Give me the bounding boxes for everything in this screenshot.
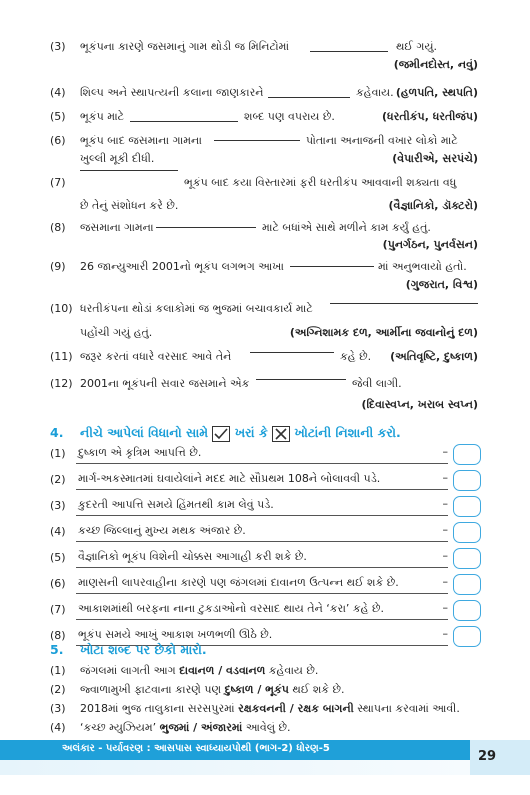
statement-text: માણસની લાપરવાહીના કારણે પણ જંગલમાં દાવાનળ ઉત્પન્ન થઈ શકે છે. [78, 576, 399, 589]
answer-options: (જમીનદોસ્ત, નવું) [393, 58, 478, 71]
check-mark-icon [212, 426, 230, 442]
sentence-text: 2018માં ભુજ તાલુકાના સરસપુરમાં [80, 702, 239, 715]
statement-row [76, 471, 448, 490]
item-text-cont: ખુલ્લી મૂકી દીધી. [80, 152, 155, 165]
answer-blank[interactable] [330, 303, 478, 304]
answer-options: (અતિવૃષ્ટિ, દુષ્કાળ) [390, 350, 478, 363]
answer-box[interactable] [453, 522, 481, 543]
answer-options: (હળપતિ, સ્થપતિ) [395, 86, 478, 99]
dash: – [442, 549, 448, 562]
sentence [80, 683, 345, 697]
answer-box[interactable] [453, 626, 481, 647]
item-number: (8) [50, 221, 66, 234]
statement-text: કચ્છ જિલ્લાનું મુખ્ય મથક અંજાર છે. [78, 524, 246, 537]
answer-blank[interactable] [156, 227, 256, 228]
item-text-after: કહે છે. [340, 350, 372, 363]
answer-blank[interactable] [80, 170, 178, 171]
dash: – [442, 471, 448, 484]
sentence [80, 721, 291, 735]
section-number: 4. [50, 425, 64, 440]
answer-blank[interactable] [268, 97, 350, 98]
word-choices[interactable]: રક્ષકવનની / રક્ષક બાગની [238, 702, 354, 715]
item-text-after: માટે બધાંએ સાથે મળીને કામ કર્યું હતું. [262, 221, 431, 234]
dash: – [442, 497, 448, 510]
page-number-box [470, 740, 530, 775]
statement-number: (6) [50, 577, 66, 590]
item-number: (7) [50, 176, 66, 189]
answer-box[interactable] [453, 496, 481, 517]
answer-box[interactable] [453, 444, 481, 465]
sentence-number: (2) [50, 683, 66, 696]
dash: – [442, 575, 448, 588]
dash: – [442, 523, 448, 536]
answer-blank[interactable] [130, 121, 238, 122]
statement-text: આકાશમાંથી બરફના નાના ટુકડાઓનો વરસાદ થાય તેને ‘કરા’ કહે છે. [78, 602, 384, 615]
item-text-after: શબ્દ પણ વપરાય છે. [244, 110, 335, 123]
sentence-text: ‘કચ્છ મ્યુઝિયમ’ [80, 721, 160, 734]
item-text: ભૂકંપ બાદ જસમાના ગામના [80, 134, 202, 147]
item-number: (3) [50, 40, 66, 53]
sentence-text: કહેવાય છે. [265, 664, 319, 677]
item-number: (11) [50, 350, 73, 363]
answer-box[interactable] [453, 548, 481, 569]
statement-number: (4) [50, 525, 66, 538]
item-text: 2001ના ભૂકંપની સવાર જસમાને એક [80, 377, 250, 390]
answer-box[interactable] [453, 600, 481, 621]
item-text: જરૂર કરતાં વધારે વરસાદ આવે તેને [80, 350, 232, 363]
item-text: 26 જાન્યુઆરી 2001નો ભૂકંપ લગભગ આખા [80, 260, 284, 273]
item-number: (4) [50, 86, 66, 99]
item-text-after: ભૂકંપ બાદ કયા વિસ્તારમાં ફરી ધરતીકંપ આવવાની શક્યતા વધુ [184, 176, 457, 189]
statement-row [76, 445, 448, 464]
sentence-text: જંગલમાં લાગતી આગ [80, 664, 180, 677]
page-number: 29 [478, 749, 497, 764]
item-text: ભૂકંપ માટે [80, 110, 125, 123]
answer-blank[interactable] [290, 266, 374, 267]
item-text-after: પોતાના અનાજની વખાર લોકો માટે [306, 134, 458, 147]
sentence-text: જ્વાળામુખી ફાટવાના કારણે પણ [80, 683, 225, 696]
heading-part: નીચે આપેલાં વિધાનો સામે [80, 425, 209, 440]
item-number: (9) [50, 260, 66, 273]
item-text: જસમાના ગામના [80, 221, 154, 234]
statement-number: (7) [50, 603, 66, 616]
answer-options: (વેપારીએ, સરપંચે) [392, 152, 478, 165]
sentence-text: આવેલું છે. [242, 721, 291, 734]
answer-box[interactable] [453, 574, 481, 595]
item-text: શિલ્પ અને સ્થાપત્યની કલાના જાણકારને [80, 86, 264, 99]
dash: – [442, 445, 448, 458]
statement-row [76, 575, 448, 594]
item-text: ભૂકંપના કારણે જસમાનું ગામ થોડી જ મિનિટોમાં [80, 40, 290, 53]
answer-options: (ધરતીકંપ, ધરતીજંપ) [382, 110, 478, 123]
answer-blank[interactable] [256, 379, 346, 380]
statement-text: દુષ્કાળ એ કૃત્રિમ આપત્તિ છે. [78, 446, 202, 459]
statement-row [76, 601, 448, 620]
item-text: ધરતીકંપના થોડાં કલાકોમાં જ ભુજમાં બચાવકાર્ય માટે [80, 302, 313, 315]
item-number: (10) [50, 302, 73, 315]
item-text-cont: પહોંચી ગયું હતું. [80, 326, 153, 339]
word-choices[interactable]: ભુજમાં / અંજારમાં [159, 721, 243, 734]
word-choices[interactable]: દુષ્કાળ / ભૂકંપ [224, 683, 289, 696]
statement-text: વૈજ્ઞાનિકો ભૂકંપ વિશેની ચોક્કસ આગાહી કરી શકે છે. [78, 550, 307, 563]
heading-part: ખોટાંની નિશાની કરો. [294, 425, 401, 440]
item-text-after: કહેવાય. [356, 86, 394, 99]
answer-box[interactable] [453, 470, 481, 491]
dash: – [442, 627, 448, 640]
statement-number: (5) [50, 551, 66, 564]
statement-number: (2) [50, 473, 66, 486]
item-number: (6) [50, 134, 66, 147]
statement-number: (3) [50, 499, 66, 512]
dash: – [442, 601, 448, 614]
statement-number: (1) [50, 447, 66, 460]
sentence-number: (1) [50, 664, 66, 677]
section-number: 5. [50, 642, 64, 657]
answer-blank[interactable] [214, 140, 300, 141]
answer-options: (અગ્નિશામક દળ, આર્મીના જવાનોનું દળ) [289, 326, 478, 339]
answer-options: (દિવાસ્વપ્ન, ખરાબ સ્વપ્ન) [361, 398, 478, 411]
item-text-after: માં અનુભવાયો હતો. [378, 260, 467, 273]
statement-row [76, 523, 448, 542]
statement-text: ભૂકંપ સમયે આખું આકાશ ખળભળી ઊઠે છે. [78, 628, 273, 641]
footer-text: અલંકાર - પર્યાવરણ : આસપાસ સ્વાધ્યાયપોથી (ભાગ-2) ધોરણ-5 [62, 743, 330, 754]
statement-text: કુદરતી આપત્તિ સમયે હિંમતથી કામ લેવું પડે. [78, 498, 274, 511]
answer-options: (ગુજરાત, વિશ્વ) [405, 278, 478, 291]
sentence-text: થઈ શકે છે. [288, 683, 345, 696]
sentence-text: સ્થાપના કરવામાં આવી. [353, 702, 460, 715]
answer-options: (પુનર્ગઠન, પુનર્વસન) [382, 238, 478, 251]
item-text-cont: છે તેનું સંશોધન કરે છે. [80, 199, 179, 212]
section-5-heading: ખોટા શબ્દ પર છેકો મારો. [80, 642, 207, 657]
sentence-number: (3) [50, 702, 66, 715]
sentence [80, 702, 460, 716]
answer-blank[interactable] [310, 51, 388, 52]
sentence [80, 664, 318, 678]
section-4-heading [80, 425, 401, 442]
heading-part: ખરાં કે [234, 425, 268, 440]
footer-bar [0, 740, 470, 760]
statement-row [76, 497, 448, 516]
answer-options: (વૈજ્ઞાનિકો, ડૉક્ટરો) [388, 199, 478, 212]
item-number: (5) [50, 110, 66, 123]
answer-blank[interactable] [250, 352, 334, 353]
word-choices[interactable]: દાવાનળ / વડવાનળ [179, 664, 266, 677]
item-number: (12) [50, 377, 73, 390]
sentence-number: (4) [50, 721, 66, 734]
item-text-after: થઈ ગયું. [396, 40, 437, 53]
statement-row [76, 549, 448, 568]
cross-mark-icon [272, 426, 290, 442]
statement-text: માર્ગ-અકસ્માતમાં ઘવાયેલાંને મદદ માટે સૌપ્રથમ 108ને બોલાવવી પડે. [78, 472, 381, 485]
statement-number: (8) [50, 629, 66, 642]
footer-strip [0, 760, 470, 775]
item-text-after: જેવી લાગી. [352, 377, 402, 390]
